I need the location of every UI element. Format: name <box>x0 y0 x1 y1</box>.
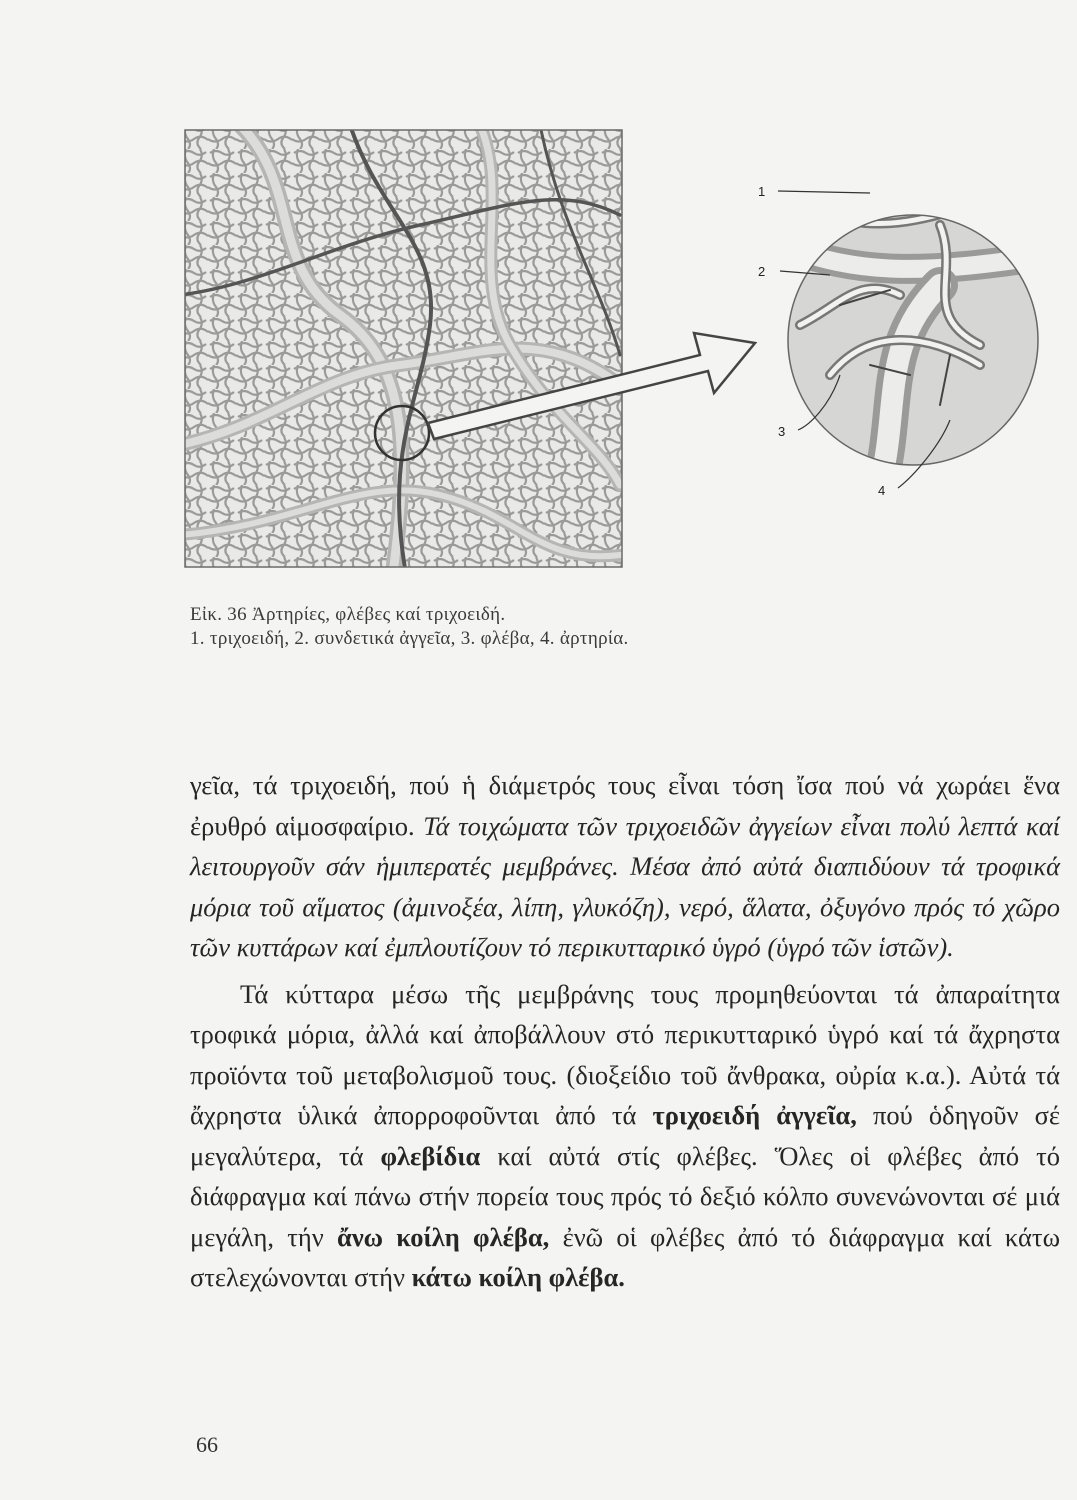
figure-label-1: 1 <box>758 184 766 199</box>
term-venules: φλεβίδια <box>380 1140 481 1171</box>
term-superior-vena-cava: ἄνω κοίλη φλέβα, <box>337 1221 550 1252</box>
figure-caption <box>190 603 890 651</box>
figure-illustration <box>180 125 1060 595</box>
paragraph-2-text-2: πού ὁδηγοῦν σέ μεγαλύτερα, τά <box>190 1100 1061 1171</box>
paragraph-2-text-3: καί αὐτά στίς φλέβες. Ὅλες οἱ φλέβες ἀπό τό διάφραγμα καί πάνω στήν πορεία τους πρός τό δεξιό κόλπο συνενώνονται σέ μιά μεγάλη, τήν <box>190 1140 1061 1252</box>
paragraph-1 <box>190 765 1060 968</box>
page-number: 66 <box>196 1432 218 1457</box>
term-capillaries: τριχοειδή ἀγγεῖα, <box>652 1100 857 1130</box>
body-text <box>190 765 1060 1298</box>
paragraph-2 <box>190 974 1060 1298</box>
figure-label-4: 4 <box>878 483 886 498</box>
paragraph-1-text: γεῖα, τά τριχοειδή, πού ἡ διάμετρός τους εἶναι τόση ἴσα πού νά χωράει ἕνα ἐρυθρό αἱμοσφαίριο. <box>190 770 1060 841</box>
caption-legend: 1. τριχοειδή, 2. συνδετικά ἀγγεῖα, 3. φλέβα, 4. ἀρτηρία. <box>190 628 629 649</box>
term-inferior-vena-cava: κάτω κοίλη φλέβα. <box>411 1262 625 1292</box>
capillary-network-illustration <box>180 125 1060 595</box>
paragraph-2-text-4: ἐνῶ οἱ φλέβες ἀπό τό διάφραγμα καί κάτω στελεχώνονται στήν <box>190 1221 1061 1292</box>
figure-label-2: 2 <box>758 264 766 279</box>
paragraph-2-text-1: Τά κύτταρα μέσω τῆς μεμβράνης τους προμηθεύονται τά ἀπαραίτητα τροφικά μόρια, ἀλλά καί ἀποβάλλουν στό περικυτταρικό ὑγρό καί τά ἄχρηστα προϊόντα τοῦ μεταβολισμοῦ τους. (διοξείδιο τοῦ ἄνθρακα, οὐρία κ.α.). Αὐτά τά ἄχρηστα ὑλικά ἀπορροφοῦνται ἀπό τά <box>190 978 1060 1130</box>
paragraph-1-italic: Τά τοιχώματα τῶν τριχοειδῶν ἀγγείων εἶναι πολύ λεπτά καί λειτουργοῦν σάν ἡμιπερατές μεμβράνες. Μέσα ἀπό αὐτά διαπιδύουν τά τροφικά μόρια τοῦ αἵματος (ἀμινοξέα, λίπη, γλυκόζη), νερό, ἅλατα, ὀξυγόνο πρός τό χῶρο τῶν κυττάρων καί ἐμπλουτίζουν τό περικυτταρικό ὑγρό (ὑγρό τῶν ἱστῶν). <box>190 810 1060 962</box>
caption-title: Εἰκ. 36 Ἀρτηρίες, φλέβες καί τριχοειδή. <box>190 604 506 625</box>
figure-label-3: 3 <box>778 424 786 439</box>
